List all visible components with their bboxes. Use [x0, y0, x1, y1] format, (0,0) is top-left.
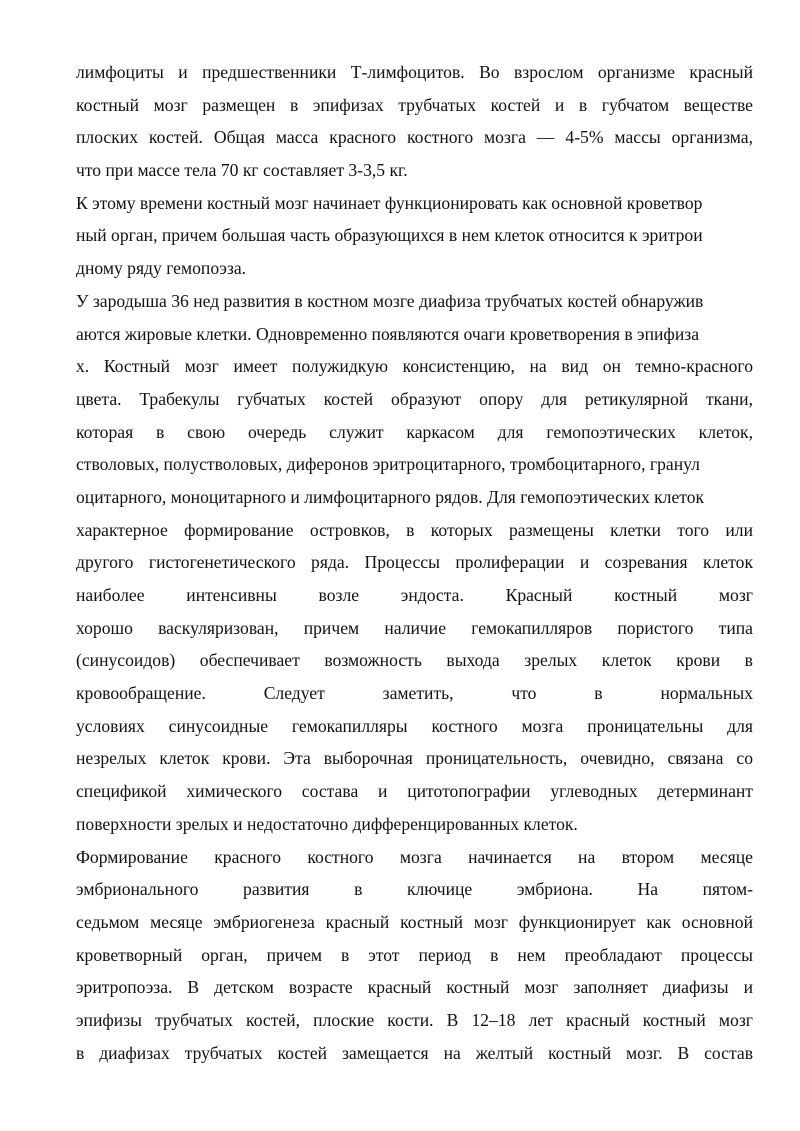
text-line: кроветворный орган, причем в этот период в нем преобладают процессы: [76, 944, 753, 965]
text-line: К этому времени костный мозг начинает функционировать как основной кроветвор: [76, 192, 703, 213]
text-line: лимфоциты и предшественники Т-лимфоцитов. Во взрослом организме красный: [76, 62, 753, 82]
text-line: плоских костей. Общая масса красного костного мозга — 4-5% массы организма,: [76, 127, 753, 148]
text-line: костный мозг размещен в эпифизах трубчатых костей и в губчатом веществе: [76, 94, 753, 115]
text-line: Формирование красного костного мозга начинается на втором месяце: [76, 846, 753, 867]
text-line: (синусоидов) обеспечивает возможность выхода зрелых клеток крови в: [76, 650, 753, 671]
text-line: эритропоэза. В детском возрасте красный костный мозг заполняет диафизы и: [76, 977, 753, 998]
text-line: хорошо васкуляризован, причем наличие гемокапилляров пористого типа: [76, 617, 753, 638]
text-line: х. Костный мозг имеет полужидкую консистенцию, на вид он темно-красного: [76, 356, 753, 377]
text-line: седьмом месяце эмбриогенеза красный костный мозг функционирует как основной: [76, 911, 753, 932]
text-line: ный орган, причем большая часть образующихся в нем клеток относится к эритрои: [76, 225, 703, 246]
text-line: спецификой химического состава и цитотопографии углеводных детерминант: [76, 781, 753, 802]
text-line: характерное формирование островков, в которых размещены клетки того или: [76, 519, 753, 540]
text-line: аются жировые клетки. Одновременно появляются очаги кроветворения в эпифиза: [76, 323, 700, 344]
text-line: дному ряду гемопоэза.: [76, 258, 247, 279]
text-line: эмбрионального развития в ключице эмбриона. На пятом-: [76, 879, 753, 900]
text-line: оцитарного, моноцитарного и лимфоцитарного рядов. Для гемопоэтических клеток: [76, 486, 705, 507]
text-line: стволовых, полустволовых, диферонов эритроцитарного, тромбоцитарного, гранул: [76, 454, 700, 475]
text-line: У зародыша 36 нед развития в костном мозге диафиза трубчатых костей обнаружив: [76, 290, 704, 311]
text-line: другого гистогенетического ряда. Процессы пролиферации и созревания клеток: [76, 552, 753, 573]
document-page: [76, 56, 753, 1069]
text-line: кровообращение. Следует заметить, что в нормальных: [76, 683, 753, 704]
text-line: незрелых клеток крови. Эта выборочная проницательность, очевидно, связана со: [76, 748, 753, 769]
text-line: цвета. Трабекулы губчатых костей образуют опору для ретикулярной ткани,: [76, 388, 753, 409]
text-line: эпифизы трубчатых костей, плоские кости. В 12–18 лет красный костный мозг: [76, 1009, 753, 1030]
text-line: которая в свою очередь служит каркасом для гемопоэтических клеток,: [76, 421, 753, 442]
text-line: поверхности зрелых и недостаточно дифференцированных клеток.: [76, 813, 578, 834]
text-line: что при массе тела 70 кг составляет 3-3,5 кг.: [76, 160, 408, 181]
text-line: в диафизах трубчатых костей замещается на желтый костный мозг. В состав: [76, 1042, 753, 1063]
text-line: наиболее интенсивны возле эндоста. Красный костный мозг: [76, 585, 753, 605]
text-line: условиях синусоидные гемокапилляры костного мозга проницательны для: [76, 715, 753, 736]
